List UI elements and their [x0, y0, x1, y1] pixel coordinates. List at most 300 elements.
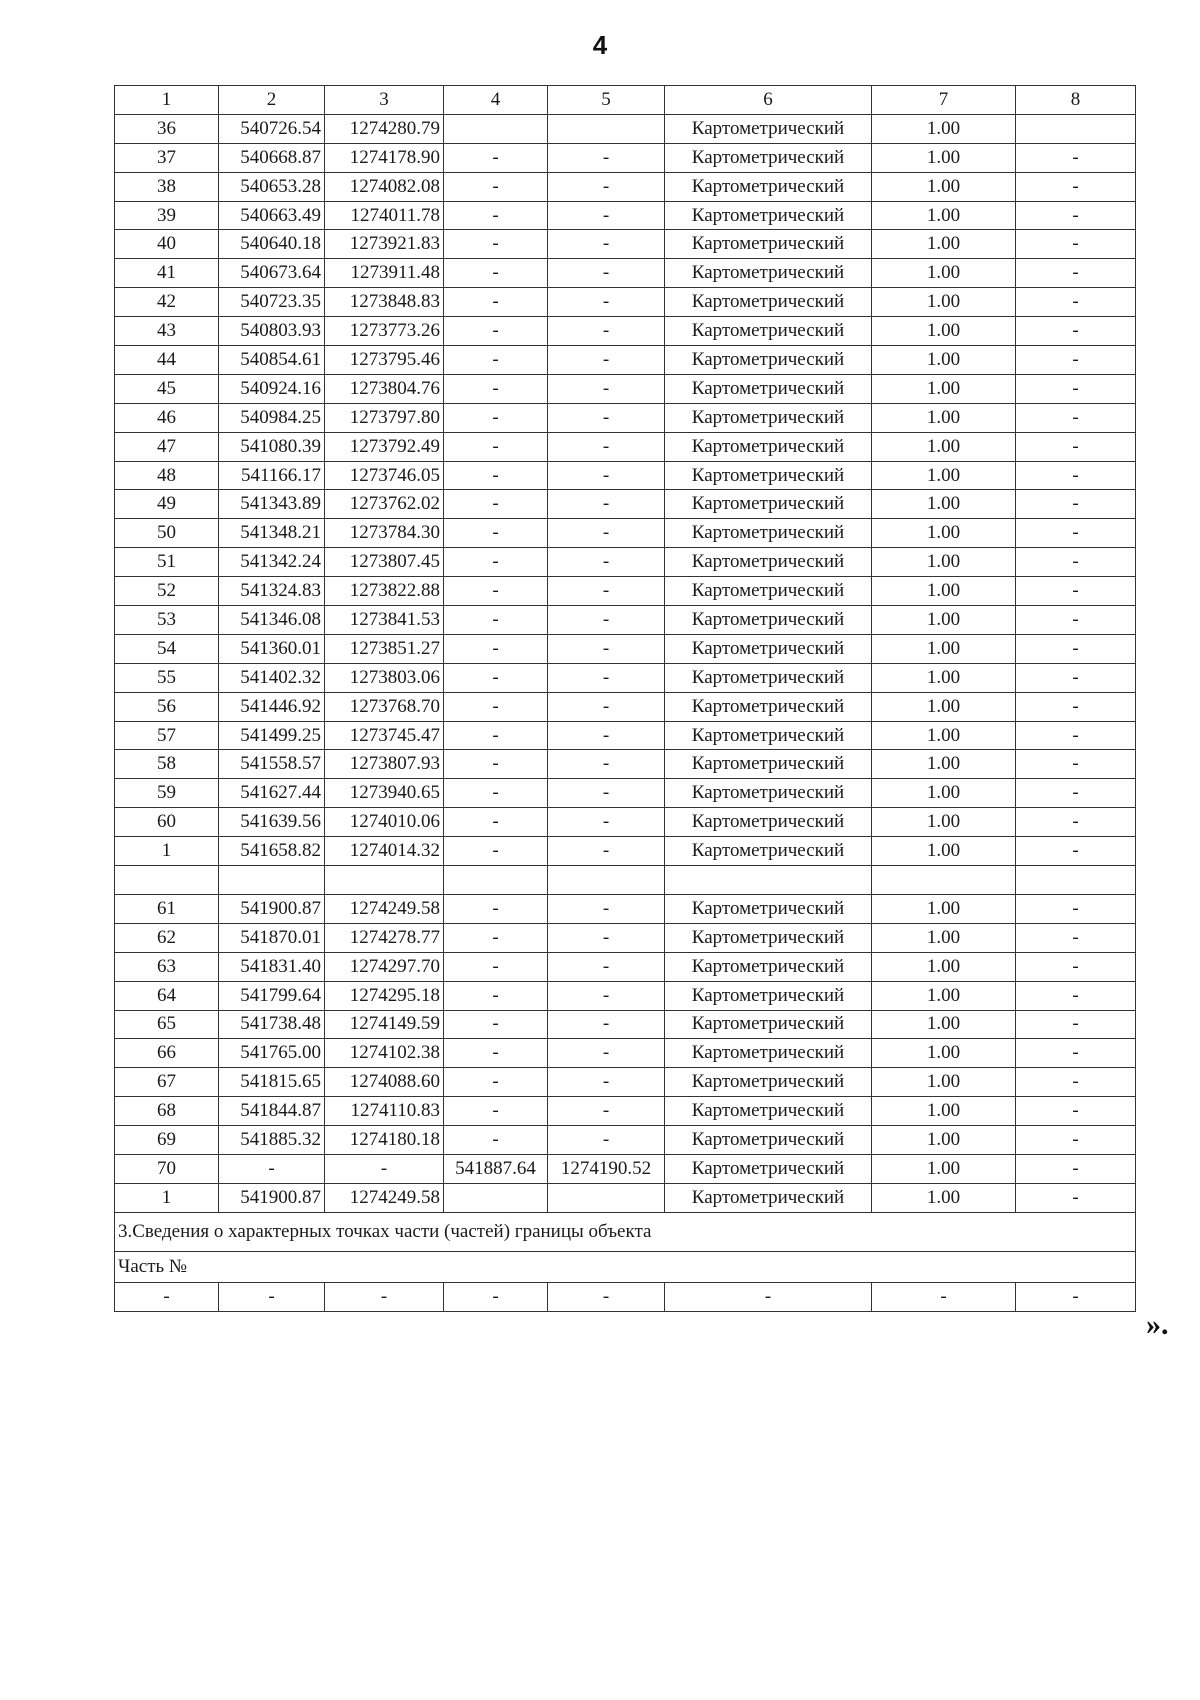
table-cell: Картометрический — [665, 721, 872, 750]
table-cell: - — [548, 981, 665, 1010]
table-cell: - — [548, 230, 665, 259]
table-cell: - — [548, 346, 665, 375]
table-cell: - — [1016, 923, 1136, 952]
table-cell: - — [548, 1097, 665, 1126]
table-cell: 1274190.52 — [548, 1154, 665, 1183]
column-header: 1 — [115, 86, 219, 115]
table-cell: - — [548, 519, 665, 548]
table-cell: 1273797.80 — [325, 403, 444, 432]
table-row — [115, 461, 1136, 490]
table-cell: Картометрический — [665, 750, 872, 779]
table-cell: - — [1016, 548, 1136, 577]
table-cell: - — [1016, 894, 1136, 923]
table-cell: - — [115, 1282, 219, 1311]
table-cell: Картометрический — [665, 548, 872, 577]
table-cell: 541870.01 — [219, 923, 325, 952]
table-cell: - — [548, 894, 665, 923]
table-cell: - — [444, 721, 548, 750]
table-cell: Картометрический — [665, 1126, 872, 1155]
table-cell: - — [548, 663, 665, 692]
table-row — [115, 230, 1136, 259]
table-cell: Картометрический — [665, 374, 872, 403]
table-cell: 42 — [115, 288, 219, 317]
table-cell: - — [548, 606, 665, 635]
table-cell: Картометрический — [665, 663, 872, 692]
table-cell: 541815.65 — [219, 1068, 325, 1097]
table-cell: 540668.87 — [219, 143, 325, 172]
table-cell: Картометрический — [665, 143, 872, 172]
table-cell — [444, 114, 548, 143]
table-cell: 1.00 — [872, 692, 1016, 721]
table-cell: - — [548, 432, 665, 461]
table-cell: 1.00 — [872, 1154, 1016, 1183]
table-cell: - — [548, 634, 665, 663]
table-cell: 40 — [115, 230, 219, 259]
table-cell: 540854.61 — [219, 346, 325, 375]
table-row — [115, 634, 1136, 663]
table-row — [115, 721, 1136, 750]
table-cell: 1.00 — [872, 808, 1016, 837]
table-cell: 1.00 — [872, 1183, 1016, 1212]
table-row — [115, 837, 1136, 866]
table-row — [115, 548, 1136, 577]
table-cell: - — [548, 721, 665, 750]
table-row — [115, 750, 1136, 779]
table-cell: 540653.28 — [219, 172, 325, 201]
table-cell: - — [548, 577, 665, 606]
table-cell: - — [444, 490, 548, 519]
table-row — [115, 114, 1136, 143]
table-row — [115, 779, 1136, 808]
table-cell: - — [1016, 1010, 1136, 1039]
table-cell: 44 — [115, 346, 219, 375]
table-cell: Картометрический — [665, 837, 872, 866]
table-cell: 541446.92 — [219, 692, 325, 721]
table-cell: - — [1016, 634, 1136, 663]
table-cell: 1274278.77 — [325, 923, 444, 952]
table-cell: 540663.49 — [219, 201, 325, 230]
table-cell: 1273768.70 — [325, 692, 444, 721]
table-cell: 1.00 — [872, 259, 1016, 288]
table-cell: 1.00 — [872, 606, 1016, 635]
table-cell — [548, 1183, 665, 1212]
section3-heading: 3.Сведения о характерных точках части (частей) границы объекта — [115, 1212, 1136, 1251]
table-cell: Картометрический — [665, 519, 872, 548]
table-cell: - — [444, 663, 548, 692]
table-cell: - — [1016, 143, 1136, 172]
table-cell: - — [548, 172, 665, 201]
table-cell: - — [1016, 663, 1136, 692]
table-cell: - — [444, 750, 548, 779]
table-cell: 541639.56 — [219, 808, 325, 837]
table-cell: - — [548, 548, 665, 577]
table-cell: 1273841.53 — [325, 606, 444, 635]
table-cell: Картометрический — [665, 1183, 872, 1212]
table-cell: - — [1016, 172, 1136, 201]
table-cell: Картометрический — [665, 1154, 872, 1183]
table-row — [115, 1126, 1136, 1155]
table-cell: - — [1016, 981, 1136, 1010]
table-cell: 540640.18 — [219, 230, 325, 259]
table-cell: - — [444, 172, 548, 201]
table-cell: Картометрический — [665, 259, 872, 288]
table-cell: 541360.01 — [219, 634, 325, 663]
table-cell: 1273921.83 — [325, 230, 444, 259]
table-cell: 52 — [115, 577, 219, 606]
table-cell: Картометрический — [665, 1010, 872, 1039]
table-cell: - — [548, 779, 665, 808]
table-cell: 1274110.83 — [325, 1097, 444, 1126]
table-cell: 541343.89 — [219, 490, 325, 519]
table-cell: Картометрический — [665, 346, 872, 375]
table-cell: 1.00 — [872, 403, 1016, 432]
table-cell: - — [1016, 1097, 1136, 1126]
table-cell: 540924.16 — [219, 374, 325, 403]
table-cell: 46 — [115, 403, 219, 432]
table-cell: 1273762.02 — [325, 490, 444, 519]
table-row — [115, 432, 1136, 461]
table-cell: 541887.64 — [444, 1154, 548, 1183]
table-cell: - — [1016, 1154, 1136, 1183]
table-cell: 48 — [115, 461, 219, 490]
table-cell: 1.00 — [872, 317, 1016, 346]
table-cell: 541348.21 — [219, 519, 325, 548]
table-cell: Картометрический — [665, 894, 872, 923]
table-cell: 45 — [115, 374, 219, 403]
table-cell — [665, 866, 872, 895]
coordinates-table — [114, 85, 1136, 1312]
table-cell: 541346.08 — [219, 606, 325, 635]
table-cell: 50 — [115, 519, 219, 548]
column-header: 6 — [665, 86, 872, 115]
table-cell: - — [548, 750, 665, 779]
table-cell: 1.00 — [872, 1068, 1016, 1097]
table-cell: 1.00 — [872, 1010, 1016, 1039]
table-cell: Картометрический — [665, 1068, 872, 1097]
table-row — [115, 808, 1136, 837]
table-cell: 1274088.60 — [325, 1068, 444, 1097]
table-row — [115, 143, 1136, 172]
table-cell: 1.00 — [872, 634, 1016, 663]
table-cell: 540723.35 — [219, 288, 325, 317]
table-cell: Картометрический — [665, 201, 872, 230]
table-cell: - — [548, 1010, 665, 1039]
table-cell: 1274249.58 — [325, 1183, 444, 1212]
part-label-row — [115, 1251, 1136, 1282]
table-cell: - — [548, 952, 665, 981]
table-row — [115, 577, 1136, 606]
table-cell: - — [1016, 721, 1136, 750]
table-cell: - — [1016, 606, 1136, 635]
column-header: 5 — [548, 86, 665, 115]
table-cell: - — [1016, 288, 1136, 317]
column-header: 3 — [325, 86, 444, 115]
table-cell: - — [1016, 403, 1136, 432]
column-header: 4 — [444, 86, 548, 115]
table-cell: - — [444, 230, 548, 259]
table-cell: - — [444, 1282, 548, 1311]
table-cell: - — [444, 432, 548, 461]
table-cell: 1274297.70 — [325, 952, 444, 981]
table-cell: Картометрический — [665, 461, 872, 490]
table-cell: - — [444, 1068, 548, 1097]
closing-quote: ». — [1146, 1308, 1169, 1341]
table-cell: - — [444, 577, 548, 606]
table-cell: 1274011.78 — [325, 201, 444, 230]
table-cell: - — [1016, 461, 1136, 490]
table-cell: - — [1016, 952, 1136, 981]
table-cell: Картометрический — [665, 114, 872, 143]
table-row — [115, 374, 1136, 403]
table-cell: Картометрический — [665, 606, 872, 635]
table-header — [115, 86, 1136, 115]
table-cell: 1273803.06 — [325, 663, 444, 692]
table-cell: - — [444, 461, 548, 490]
table-cell: - — [444, 923, 548, 952]
table-cell: 541831.40 — [219, 952, 325, 981]
table-cell: - — [444, 606, 548, 635]
table-cell: Картометрический — [665, 808, 872, 837]
table-cell: 1.00 — [872, 1097, 1016, 1126]
table-cell: - — [444, 808, 548, 837]
table-cell: 541799.64 — [219, 981, 325, 1010]
table-cell: - — [444, 634, 548, 663]
table-cell: - — [444, 259, 548, 288]
table-cell: Картометрический — [665, 952, 872, 981]
table-cell: 1.00 — [872, 288, 1016, 317]
table-cell: - — [444, 288, 548, 317]
table-cell: - — [1016, 1183, 1136, 1212]
table-cell — [1016, 866, 1136, 895]
table-cell: 41 — [115, 259, 219, 288]
table-cell: 1.00 — [872, 172, 1016, 201]
table-row — [115, 490, 1136, 519]
table-cell: Картометрический — [665, 230, 872, 259]
table-cell: 1.00 — [872, 201, 1016, 230]
table-cell: 1273773.26 — [325, 317, 444, 346]
table-cell: - — [444, 1039, 548, 1068]
table-cell: 541885.32 — [219, 1126, 325, 1155]
table-cell: - — [444, 201, 548, 230]
table-cell: 540984.25 — [219, 403, 325, 432]
table-cell: 69 — [115, 1126, 219, 1155]
column-header: 2 — [219, 86, 325, 115]
table-cell: - — [1016, 837, 1136, 866]
table-cell: 1274010.06 — [325, 808, 444, 837]
table-cell: - — [1016, 1039, 1136, 1068]
table-row — [115, 1097, 1136, 1126]
table-row — [115, 259, 1136, 288]
table-cell: - — [548, 317, 665, 346]
table-row — [115, 1010, 1136, 1039]
table-cell: - — [665, 1282, 872, 1311]
table-cell: 1274178.90 — [325, 143, 444, 172]
table-cell: 541324.83 — [219, 577, 325, 606]
table-cell: Картометрический — [665, 490, 872, 519]
table-cell: 541765.00 — [219, 1039, 325, 1068]
table-cell: - — [1016, 201, 1136, 230]
table-cell: 1.00 — [872, 346, 1016, 375]
table-cell: - — [1016, 779, 1136, 808]
table-cell: 1.00 — [872, 577, 1016, 606]
table-cell: 65 — [115, 1010, 219, 1039]
table-cell: - — [444, 952, 548, 981]
part-label: Часть № — [115, 1251, 1136, 1282]
table-cell: 540726.54 — [219, 114, 325, 143]
table-cell: Картометрический — [665, 403, 872, 432]
table-cell: Картометрический — [665, 779, 872, 808]
table-cell: - — [444, 692, 548, 721]
table-cell: 541738.48 — [219, 1010, 325, 1039]
table-cell: - — [548, 143, 665, 172]
table-cell: 1.00 — [872, 1039, 1016, 1068]
table-cell: - — [1016, 230, 1136, 259]
table-cell: 1273822.88 — [325, 577, 444, 606]
table-cell: 1274249.58 — [325, 894, 444, 923]
table-cell: 1.00 — [872, 114, 1016, 143]
table-cell: 1273851.27 — [325, 634, 444, 663]
table-cell: 1.00 — [872, 779, 1016, 808]
header-row — [115, 86, 1136, 115]
table-cell: 1.00 — [872, 490, 1016, 519]
table-cell: - — [444, 317, 548, 346]
table-cell: 1.00 — [872, 548, 1016, 577]
column-header: 8 — [1016, 86, 1136, 115]
table-cell: 54 — [115, 634, 219, 663]
table-cell: 1273745.47 — [325, 721, 444, 750]
table-cell: - — [219, 1282, 325, 1311]
table-cell: - — [444, 403, 548, 432]
table-row — [115, 1154, 1136, 1183]
table-cell: 1274280.79 — [325, 114, 444, 143]
table-cell: - — [1016, 750, 1136, 779]
table-cell: 1273807.45 — [325, 548, 444, 577]
table-cell: - — [548, 201, 665, 230]
table-row — [115, 952, 1136, 981]
table-cell: - — [444, 374, 548, 403]
table-cell: - — [1016, 374, 1136, 403]
table-row — [115, 981, 1136, 1010]
table-cell: - — [444, 1010, 548, 1039]
table-cell: 1273792.49 — [325, 432, 444, 461]
table-cell: - — [444, 548, 548, 577]
table-row — [115, 866, 1136, 895]
table-cell: 1.00 — [872, 143, 1016, 172]
table-cell: - — [872, 1282, 1016, 1311]
table-cell: - — [548, 461, 665, 490]
table-cell: 43 — [115, 317, 219, 346]
table-row — [115, 172, 1136, 201]
table-cell: Картометрический — [665, 432, 872, 461]
page-number: 4 — [592, 30, 608, 60]
table-cell: 541900.87 — [219, 1183, 325, 1212]
table-cell — [548, 114, 665, 143]
table-cell: - — [548, 288, 665, 317]
table-cell: 55 — [115, 663, 219, 692]
table-cell — [219, 866, 325, 895]
table-cell: - — [548, 1126, 665, 1155]
table-cell: 541900.87 — [219, 894, 325, 923]
table-cell: 1273911.48 — [325, 259, 444, 288]
table-cell: - — [444, 346, 548, 375]
table-cell: - — [444, 519, 548, 548]
table-row — [115, 403, 1136, 432]
table-cell: 541342.24 — [219, 548, 325, 577]
table-cell: - — [548, 403, 665, 432]
table-cell: 62 — [115, 923, 219, 952]
table-cell: - — [548, 923, 665, 952]
table-cell: 1 — [115, 837, 219, 866]
table-cell: - — [1016, 432, 1136, 461]
table-cell: Картометрический — [665, 317, 872, 346]
table-cell: 1.00 — [872, 663, 1016, 692]
table-cell: - — [548, 1282, 665, 1311]
table-cell: - — [219, 1154, 325, 1183]
table-cell: Картометрический — [665, 1097, 872, 1126]
table-cell: 70 — [115, 1154, 219, 1183]
table-cell — [1016, 114, 1136, 143]
table-row — [115, 1068, 1136, 1097]
table-row — [115, 519, 1136, 548]
table-cell: 38 — [115, 172, 219, 201]
table-cell: Картометрический — [665, 634, 872, 663]
table-cell: Картометрический — [665, 172, 872, 201]
table-cell: 541658.82 — [219, 837, 325, 866]
table-row — [115, 346, 1136, 375]
table-cell — [872, 866, 1016, 895]
table-cell: - — [325, 1282, 444, 1311]
table-cell: 1.00 — [872, 837, 1016, 866]
table-cell: 67 — [115, 1068, 219, 1097]
table-cell: 541402.32 — [219, 663, 325, 692]
table-cell: - — [1016, 808, 1136, 837]
table-cell: 1273940.65 — [325, 779, 444, 808]
table-cell: 58 — [115, 750, 219, 779]
table-cell: - — [1016, 692, 1136, 721]
table-cell: 57 — [115, 721, 219, 750]
table-cell: - — [548, 808, 665, 837]
table-cell: 1273795.46 — [325, 346, 444, 375]
table-cell: - — [1016, 519, 1136, 548]
table-cell: 1 — [115, 1183, 219, 1212]
table-cell: 1.00 — [872, 750, 1016, 779]
table-row — [115, 1039, 1136, 1068]
table-cell: - — [444, 981, 548, 1010]
table-cell: 540803.93 — [219, 317, 325, 346]
table-cell: 49 — [115, 490, 219, 519]
table-cell: - — [1016, 1068, 1136, 1097]
table-cell — [548, 866, 665, 895]
table-cell: 1.00 — [872, 374, 1016, 403]
table-cell: - — [444, 837, 548, 866]
table-cell: - — [444, 1126, 548, 1155]
table-cell: 1273848.83 — [325, 288, 444, 317]
table-cell: - — [548, 490, 665, 519]
table-cell: Картометрический — [665, 288, 872, 317]
table-cell: 37 — [115, 143, 219, 172]
table-cell: - — [1016, 1282, 1136, 1311]
table-cell — [444, 866, 548, 895]
table-cell: - — [325, 1154, 444, 1183]
table-cell: 540673.64 — [219, 259, 325, 288]
table-cell — [325, 866, 444, 895]
table-cell: 1274180.18 — [325, 1126, 444, 1155]
table-cell: 36 — [115, 114, 219, 143]
table-cell: 1274149.59 — [325, 1010, 444, 1039]
table-row — [115, 663, 1136, 692]
table-row — [115, 1183, 1136, 1212]
table-cell: 1273804.76 — [325, 374, 444, 403]
